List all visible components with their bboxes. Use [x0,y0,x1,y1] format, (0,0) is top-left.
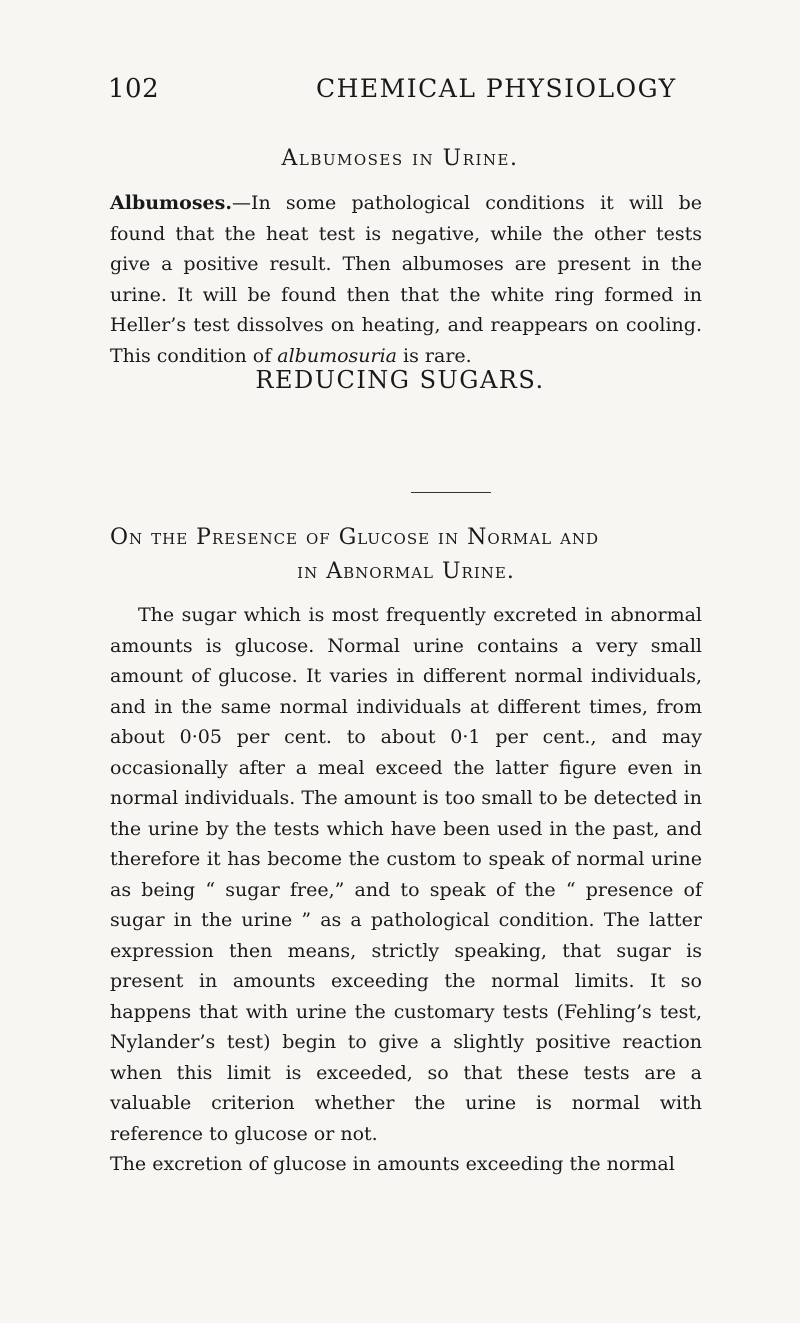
divider-rule [411,492,491,493]
subheading-line-2: in Abnormal Urine. [297,559,515,584]
paragraph-text: —In some pathological conditions it will be found that the heat test is negative, while the other tests give a positive result. Then albumoses are present in the urine. It will be found then that the white ring formed in Heller’s test dissolves on heating, and reappears on cooling. This condition of [110,192,702,367]
section-heading-reducing-sugars: REDUCING SUGARS. [255,366,545,394]
subheading-glucose [110,521,702,589]
page-header [108,74,708,110]
paragraph-text-end: is rare. [397,344,472,367]
albumoses-paragraph [110,188,702,371]
section-title-albumoses: Albumoses in Urine. [281,146,519,171]
run-in-heading: Albumoses. [110,192,232,214]
glucose-paragraph [110,600,702,1180]
glucose-paragraph-text: The sugar which is most frequently excreted in abnormal amounts is glucose. Normal urine contains a very small amount of glucose. It varies in different normal individuals, and in the same normal individuals at different times, from about 0·05 per cent. to about 0·1 per cent., and may occasionally after a meal exceed the latter figure even in normal individuals. The amount is too small to be detected in the urine by the tests which have been used in the past, and therefore it has become the custom to speak of normal urine as being “ sugar free,” and to speak of the “ presence of sugar in the urine ” as a pathological condition. The latter expression then means, strictly speaking, that sugar is present in amounts exceeding the normal limits. It so happens that with urine the customary tests (Fehling’s test, Nylander’s test) begin to give a slightly positive reaction when this limit is exceeded, so that these tests are a valuable criterion whether the urine is normal with reference to glucose or not. [110,604,702,1145]
glucose-paragraph-last-line: The excretion of glucose in amounts exceeding the normal [110,1153,675,1175]
subheading-line-1: On the Presence of Glucose in Normal and [110,525,600,550]
page-number: 102 [108,74,160,104]
italic-term: albumosuria [277,344,398,367]
running-head: CHEMICAL PHYSIOLOGY [316,74,677,103]
